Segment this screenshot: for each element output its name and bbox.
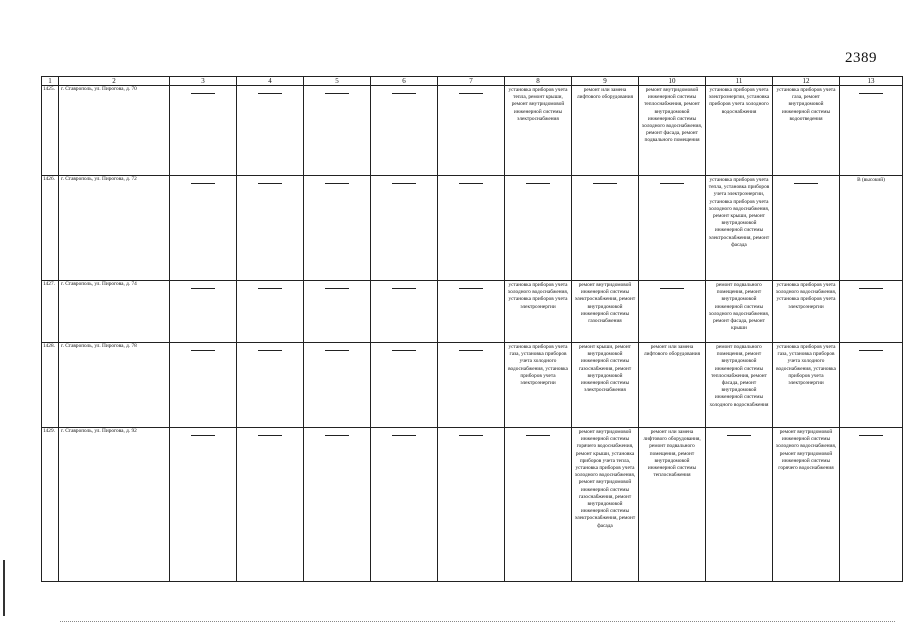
table-cell xyxy=(170,281,237,343)
dash-value xyxy=(258,93,282,94)
table-cell xyxy=(304,343,371,428)
table-cell xyxy=(438,343,505,428)
address-cell: г. Ставрополь, ул. Пирогова, д. 92 xyxy=(59,428,170,582)
column-header: 1 xyxy=(42,77,59,86)
dash-value xyxy=(727,435,751,436)
table-cell xyxy=(572,176,639,281)
table-cell: установка приборов учета газа, ремонт внутридомовой инженерной системы водоотведения xyxy=(773,86,840,176)
column-header: 8 xyxy=(505,77,572,86)
table-cell xyxy=(505,428,572,582)
dash-value xyxy=(325,435,349,436)
table-cell: установка приборов учета холодного водоснабжения, установка приборов учета электроэнергии xyxy=(505,281,572,343)
dash-value xyxy=(392,435,416,436)
dash-value xyxy=(258,183,282,184)
table-cell: ремонт внутридомовой инженерной системы электроснабжения, ремонт внутридомовой инженерной системы газоснабжения xyxy=(572,281,639,343)
dash-value xyxy=(660,183,684,184)
table-cell: ремонт или замена лифтового оборудования, ремонт подвального помещения, ремонт внутридомовой инженерной системы теплоснабжения xyxy=(639,428,706,582)
column-header: 12 xyxy=(773,77,840,86)
table-cell: установка приборов учета холодного водоснабжения, установка приборов учета электроэнергии xyxy=(773,281,840,343)
table-cell: установка приборов учета газа, установка приборов учета холодного водоснабжения, установка приборов учета электроэнергии xyxy=(773,343,840,428)
address-cell: г. Ставрополь, ул. Пирогова, д. 78 xyxy=(59,343,170,428)
dash-value xyxy=(325,288,349,289)
table-cell xyxy=(371,176,438,281)
dash-value xyxy=(325,350,349,351)
dash-value xyxy=(526,183,550,184)
column-header: 5 xyxy=(304,77,371,86)
table-cell xyxy=(639,176,706,281)
dash-value xyxy=(191,288,215,289)
address-cell: г. Ставрополь, ул. Пирогова, д. 74 xyxy=(59,281,170,343)
repair-schedule-table xyxy=(41,76,903,582)
row-number: 1427. xyxy=(42,281,59,343)
column-header: 4 xyxy=(237,77,304,86)
dash-value xyxy=(459,183,483,184)
dash-value xyxy=(325,93,349,94)
scan-margin-mark xyxy=(3,560,5,616)
table-cell: В (высокий) xyxy=(840,176,903,281)
row-number: 1428. xyxy=(42,343,59,428)
table-cell: ремонт или замена лифтового оборудования xyxy=(572,86,639,176)
table-cell xyxy=(840,428,903,582)
table-cell xyxy=(438,176,505,281)
table-cell xyxy=(304,281,371,343)
table-cell xyxy=(170,86,237,176)
dash-value xyxy=(258,350,282,351)
table-cell xyxy=(237,428,304,582)
table-cell: установка приборов учета газа, установка приборов учета холодного водоснабжения, установка приборов учета электроэнергии xyxy=(505,343,572,428)
table-cell: ремонт внутридомовой инженерной системы горячего водоснабжения, ремонт крыши, установка приборов учета тепла, установка приборов учета холодного водоснабжения, ремонт внутридомовой инженерной системы газоснабжения, ремонт внутридомовой инженерной системы электроснабжения, ремонт фасада xyxy=(572,428,639,582)
dash-value xyxy=(794,183,818,184)
dash-value xyxy=(459,435,483,436)
dash-value xyxy=(459,350,483,351)
table-cell xyxy=(706,428,773,582)
table-row xyxy=(42,428,903,582)
table-cell xyxy=(170,428,237,582)
table-cell xyxy=(639,281,706,343)
table-cell xyxy=(773,176,840,281)
column-header: 10 xyxy=(639,77,706,86)
column-header: 3 xyxy=(170,77,237,86)
dash-value xyxy=(660,288,684,289)
table-cell xyxy=(371,281,438,343)
table-cell: ремонт подвального помещения, ремонт внутридомовой инженерной системы холодного водоснабжения, ремонт фасада, ремонт крыши xyxy=(706,281,773,343)
table-row xyxy=(42,176,903,281)
scan-bottom-edge xyxy=(60,621,895,623)
column-header: 7 xyxy=(438,77,505,86)
table-row xyxy=(42,343,903,428)
table-cell: ремонт подвального помещения, ремонт внутридомовой инженерной системы теплоснабжения, ремонт фасада, ремонт внутридомовой инженерной системы холодного водоснабжения xyxy=(706,343,773,428)
dash-value xyxy=(325,183,349,184)
table-cell: ремонт внутридомовой инженерной системы теплоснабжения, ремонт внутридомовой инженерной системы холодного водоснабжения, ремонт фасада, ремонт подвального помещения xyxy=(639,86,706,176)
dash-value xyxy=(593,183,617,184)
table-cell xyxy=(438,428,505,582)
table-row xyxy=(42,86,903,176)
page-number: 2389 xyxy=(845,50,877,66)
dash-value xyxy=(258,435,282,436)
address-cell: г. Ставрополь, ул. Пирогова, д. 72 xyxy=(59,176,170,281)
dash-value xyxy=(859,93,883,94)
dash-value xyxy=(191,435,215,436)
table-cell xyxy=(304,428,371,582)
table-cell: ремонт крыши, ремонт внутридомовой инженерной системы газоснабжения, ремонт внутридомовой инженерной системы электроснабжения xyxy=(572,343,639,428)
dash-value xyxy=(859,350,883,351)
table-cell: ремонт внутридомовой инженерной системы холодного водоснабжения, ремонт внутридомовой инженерной системы горячего водоснабжения xyxy=(773,428,840,582)
table-cell xyxy=(840,343,903,428)
column-header: 6 xyxy=(371,77,438,86)
table-cell xyxy=(371,428,438,582)
table-cell xyxy=(371,86,438,176)
table-cell xyxy=(170,176,237,281)
dash-value xyxy=(191,93,215,94)
column-header: 13 xyxy=(840,77,903,86)
dash-value xyxy=(191,183,215,184)
table-cell xyxy=(237,176,304,281)
table-cell xyxy=(304,86,371,176)
header-row xyxy=(42,77,903,86)
column-header: 2 xyxy=(59,77,170,86)
table-cell xyxy=(438,86,505,176)
table-row xyxy=(42,281,903,343)
table-cell xyxy=(170,343,237,428)
dash-value xyxy=(459,93,483,94)
table-cell xyxy=(237,281,304,343)
table-cell: установка приборов учета электроэнергии, установка приборов учета холодного водоснабжения xyxy=(706,86,773,176)
table-cell xyxy=(237,343,304,428)
table-cell xyxy=(304,176,371,281)
dash-value xyxy=(258,288,282,289)
dash-value xyxy=(859,435,883,436)
table-cell xyxy=(840,86,903,176)
table-cell xyxy=(237,86,304,176)
dash-value xyxy=(459,288,483,289)
table-cell: установка приборов учета тепла, установка приборов учета электроэнергии, установка приборов учета холодного водоснабжения, ремонт крыши, ремонт внутридомовой инженерной системы электроснабжения, ремонт фасада xyxy=(706,176,773,281)
table-cell xyxy=(438,281,505,343)
table-cell: ремонт или замена лифтового оборудования xyxy=(639,343,706,428)
table-cell xyxy=(505,176,572,281)
dash-value xyxy=(859,288,883,289)
row-number: 1429. xyxy=(42,428,59,582)
address-cell: г. Ставрополь, ул. Пирогова, д. 70 xyxy=(59,86,170,176)
column-header: 11 xyxy=(706,77,773,86)
row-number: 1425. xyxy=(42,86,59,176)
table-cell: установка приборов учета тепла, ремонт крыши, ремонт внутридомовой инженерной системы электроснабжения xyxy=(505,86,572,176)
column-header: 9 xyxy=(572,77,639,86)
row-number: 1426. xyxy=(42,176,59,281)
dash-value xyxy=(392,350,416,351)
dash-value xyxy=(392,183,416,184)
dash-value xyxy=(191,350,215,351)
table-cell xyxy=(371,343,438,428)
dash-value xyxy=(392,93,416,94)
dash-value xyxy=(392,288,416,289)
dash-value xyxy=(526,435,550,436)
table-cell xyxy=(840,281,903,343)
